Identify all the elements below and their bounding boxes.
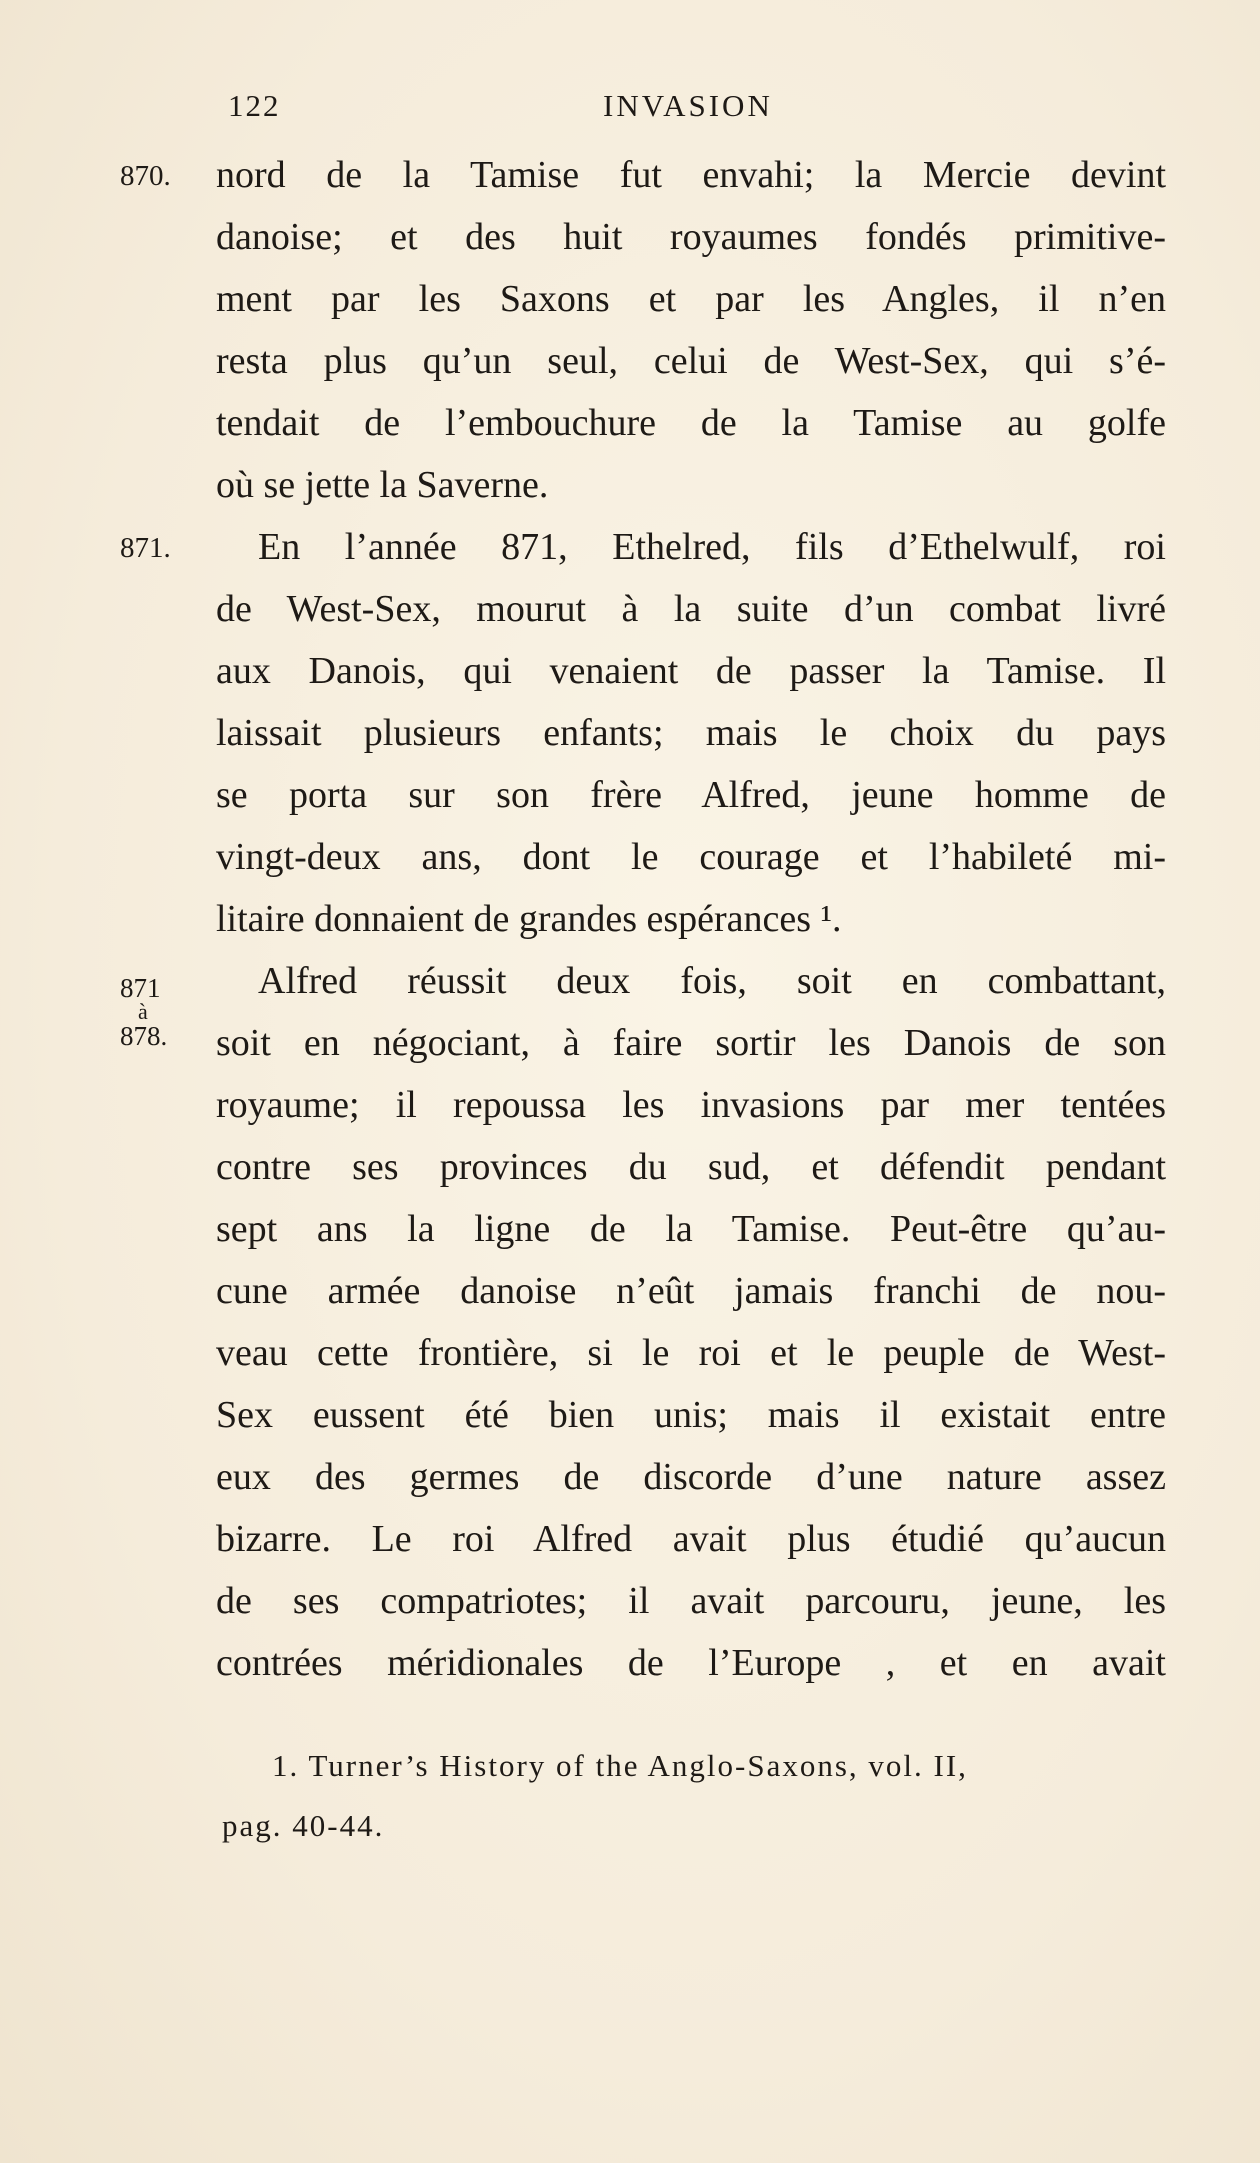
footnote [222,1736,1162,1856]
margin-date-871: 871. [120,532,171,564]
margin-range-end: 878. [120,1021,168,1051]
body-line: de ses compatriotes; il avait parcouru, jeune, les [216,1580,1166,1622]
paragraph-start-line: En l’année 871, Ethelred, fils d’Ethelwulf, roi [258,526,1166,568]
body-line: tendait de l’embouchure de la Tamise au golfe [216,402,1166,444]
body-line: où se jette la Saverne. [216,464,549,506]
body-line: royaume; il repoussa les invasions par mer tentées [216,1084,1166,1126]
page-header [228,88,1168,128]
body-line: de West-Sex, mourut à la suite d’un combat livré [216,588,1166,630]
margin-date-range [120,973,210,1051]
body-line: eux des germes de discorde d’une nature assez [216,1456,1166,1498]
body-line: se porta sur son frère Alfred, jeune homme de [216,774,1166,816]
body-line: bizarre. Le roi Alfred avait plus étudié qu’aucun [216,1518,1166,1560]
body-line: laissait plusieurs enfants; mais le choix du pays [216,712,1166,754]
body-line: contre ses provinces du sud, et défendit pendant [216,1146,1166,1188]
margin-range-separator: à [138,999,148,1024]
body-line: resta plus qu’un seul, celui de West-Sex, qui s’é- [216,340,1166,382]
footnote-line: 1. Turner’s History of the Anglo-Saxons, vol. II, [272,1748,968,1783]
body-line: ment par les Saxons et par les Angles, il n’en [216,278,1166,320]
paragraph-start-line: Alfred réussit deux fois, soit en combattant, [258,960,1166,1002]
body-line: danoise; et des huit royaumes fondés primitive- [216,216,1166,258]
margin-range-start: 871 [120,973,161,1003]
body-line: Sex eussent été bien unis; mais il existait entre [216,1394,1166,1436]
body-line: contrées méridionales de l’Europe , et en avait [216,1642,1166,1684]
body-line: cune armée danoise n’eût jamais franchi de nou- [216,1270,1166,1312]
body-line: soit en négociant, à faire sortir les Danois de son [216,1022,1166,1064]
body-text [216,144,1166,1694]
margin-date-870: 870. [120,160,171,192]
body-line: sept ans la ligne de la Tamise. Peut-être qu’au- [216,1208,1166,1250]
body-line: nord de la Tamise fut envahi; la Mercie devint [216,154,1166,196]
body-line: veau cette frontière, si le roi et le peuple de West- [216,1332,1166,1374]
footnote-line: pag. 40-44. [222,1808,385,1843]
body-line: vingt-deux ans, dont le courage et l’habileté mi- [216,836,1166,878]
body-line: aux Danois, qui venaient de passer la Tamise. Il [216,650,1166,692]
body-line: litaire donnaient de grandes espérances ¹. [216,898,842,940]
page-number: 122 [228,88,281,123]
running-title: INVASION [603,88,773,123]
